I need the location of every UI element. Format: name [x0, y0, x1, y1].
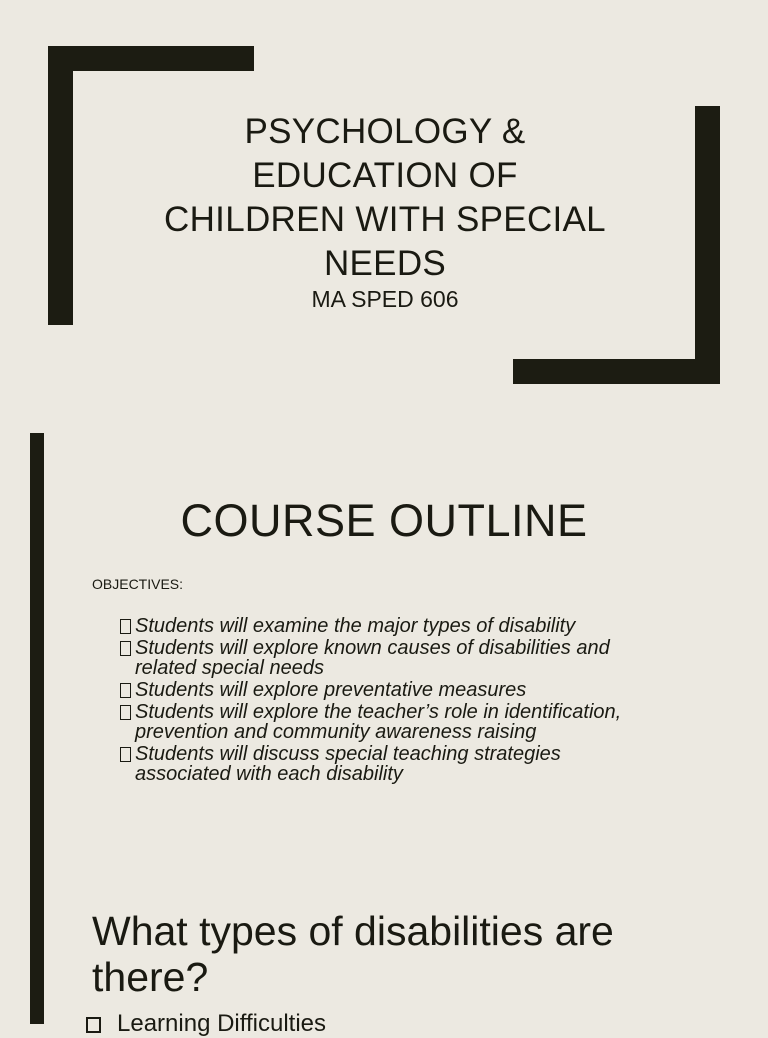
checkbox-icon	[120, 705, 131, 720]
slide-title-line: NEEDS	[323, 244, 447, 283]
objective-text: Students will examine the major types of disability	[135, 615, 576, 637]
objectives-label: OBJECTIVES:	[92, 576, 184, 592]
frame-top-left-vertical	[48, 46, 73, 325]
objective-text-cont: prevention and community awareness raising	[135, 721, 537, 743]
list-item	[120, 638, 720, 678]
list-item	[120, 702, 720, 742]
heading-line: there?	[92, 954, 209, 1000]
frame-top-left-horizontal	[48, 46, 254, 71]
objective-text: Students will explore known causes of disabilities and	[135, 637, 610, 659]
list-item	[86, 1010, 326, 1038]
frame-bottom-right-horizontal	[513, 359, 720, 384]
checkbox-icon	[120, 619, 131, 634]
slide-title	[100, 110, 670, 286]
checkbox-icon	[120, 641, 131, 656]
heading-line: What types of disabilities are	[92, 908, 614, 954]
objective-text-cont: associated with each disability	[135, 763, 403, 785]
objective-text: Students will explore preventative measures	[135, 679, 527, 701]
objective-text: Students will discuss special teaching strategies	[135, 743, 561, 765]
checkbox-icon	[86, 1017, 101, 1033]
course-outline-heading: COURSE OUTLINE	[180, 495, 588, 546]
slide-title-line: EDUCATION OF	[252, 156, 518, 195]
objectives-list	[120, 616, 720, 786]
frame-bottom-right-vertical	[695, 106, 720, 384]
disability-types-heading	[92, 908, 692, 1000]
checkbox-icon	[120, 683, 131, 698]
list-item	[120, 744, 720, 784]
list-item	[120, 616, 720, 636]
course-code: MA SPED 606	[311, 286, 459, 312]
slide-title-line: PSYCHOLOGY &	[244, 112, 526, 151]
objective-text: Students will explore the teacher’s role in identification,	[135, 701, 622, 723]
objective-text-cont: related special needs	[135, 657, 325, 679]
slide-title-line: CHILDREN WITH SPECIAL	[164, 200, 606, 239]
list-item	[120, 680, 720, 700]
list-item-text: Learning Difficulties	[117, 1010, 327, 1037]
checkbox-icon	[120, 747, 131, 762]
